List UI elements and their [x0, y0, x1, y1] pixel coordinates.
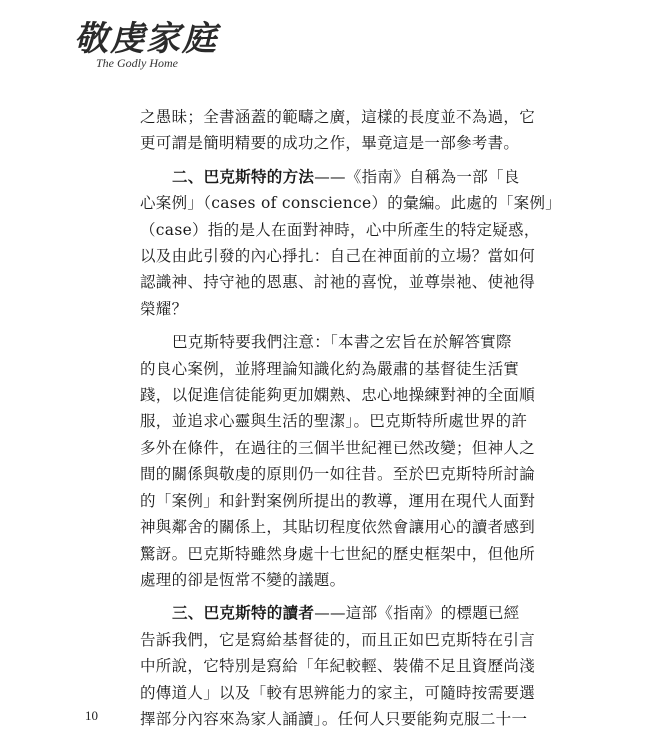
text-line: 更可謂是簡明精要的成功之作，畢竟這是一部參考書。 [140, 134, 520, 153]
text-line: 擇部分內容來為家人誦讀」。任何人只要能夠克服二十一 [140, 709, 528, 728]
logo-subtitle: The Godly Home [96, 56, 178, 70]
text-line: 處理的卻是恆常不變的議題。 [140, 570, 346, 589]
text-line: 巴克斯特要我們注意：「本書之宏旨在於解答實際 [172, 333, 512, 352]
page-body [140, 104, 562, 739]
text-line: 神與鄰舍的關係上，其貼切程度依然會讓用心的讀者感到 [140, 518, 536, 537]
text-line: 之愚昧；全書涵蓋的範疇之廣，這樣的長度並不為過，它 [140, 108, 536, 126]
text-line: 服，並追求心靈與生活的聖潔」。巴克斯特所處世界的許 [140, 412, 528, 431]
paragraph-2 [140, 164, 562, 322]
text-line: 多外在條件，在過往的三個半世紀裡已然改變；但神人之 [140, 438, 536, 457]
text-line: 驚訝。巴克斯特雖然身處十七世紀的歷史框架中，但他所 [140, 544, 536, 563]
text-fragment: ——這部《指南》的標題已經 [314, 604, 520, 623]
text-line: 的「案例」和針對案例所提出的教導，運用在現代人面對 [140, 491, 536, 510]
page-number: 10 [85, 708, 98, 723]
paragraph-4 [140, 600, 536, 732]
text-line: 榮耀？ [140, 299, 188, 318]
book-logo [74, 19, 218, 80]
text-fragment: ——《指南》自稱為一部「良 [314, 167, 520, 186]
text-line: 間的關係與敬虔的原則仍一如往昔。至於巴克斯特所討論 [140, 465, 536, 484]
logo-title: 敬虔家庭 [74, 19, 218, 59]
text-line: 以及由此引發的內心掙扎：自己在神面前的立場？當如何 [140, 247, 536, 266]
paragraph-lead-line [140, 600, 520, 626]
text-line: 認識神、持守祂的恩惠、討祂的喜悅，並尊崇祂、使祂得 [140, 273, 536, 292]
text-line: 的良心案例，並將理論知識化約為嚴肅的基督徒生活實 [140, 359, 520, 378]
text-line: 中所說，它特別是寫給「年紀較輕、裝備不足且資歷尚淺 [140, 657, 536, 676]
section-heading: 三、巴克斯特的讀者 [172, 603, 315, 623]
text-line: 的傳道人」以及「較有思辨能力的家主，可隨時按需要選 [140, 683, 536, 702]
section-heading: 二、巴克斯特的方法 [172, 166, 315, 186]
paragraph-lead-line [140, 164, 520, 190]
text-line: 踐，以促進信徒能夠更加嫻熟、忠心地操練對神的全面順 [140, 386, 536, 405]
paragraph-3 [140, 329, 536, 593]
text-line: 心案例」（cases of conscience）的彙編。此處的「案例」 [140, 194, 562, 213]
text-line: 告訴我們，它是寫給基督徒的，而且正如巴克斯特在引言 [140, 630, 536, 649]
text-line: （case）指的是人在面對神時，心中所產生的特定疑惑， [140, 220, 540, 239]
paragraph-1 [140, 104, 536, 157]
